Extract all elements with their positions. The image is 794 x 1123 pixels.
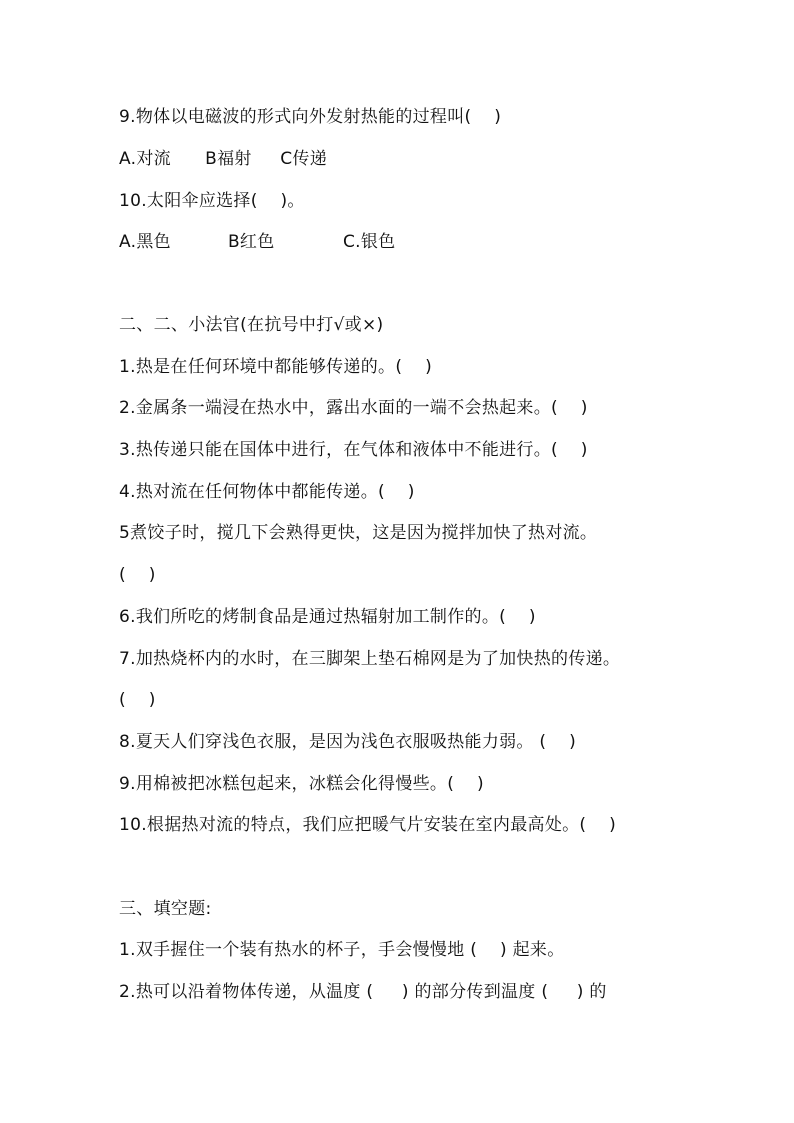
judge-item-1: 1.热是在任何环境中都能够传递的。( )	[119, 357, 432, 377]
fill-item-1: 1.双手握住一个装有热水的杯子，手会慢慢地 ( ) 起来。	[119, 940, 565, 960]
judge-item-6: 6.我们所吃的烤制食品是通过热辐射加工制作的。( )	[119, 607, 536, 627]
judge-item-10: 10.根据热对流的特点，我们应把暖气片安装在室内最高处。( )	[119, 815, 617, 835]
judge-item-7: 7.加热烧杯内的水时，在三脚架上垫石棉网是为了加快热的传递。	[119, 649, 621, 669]
judge-item-9: 9.用棉被把冰糕包起来，冰糕会化得慢些。( )	[119, 774, 484, 794]
fill-item-2: 2.热可以沿着物体传递，从温度 ( ) 的部分传到温度 ( ) 的	[119, 982, 607, 1002]
judge-item-3: 3.热传递只能在国体中进行，在气体和液体中不能进行。( )	[119, 440, 588, 460]
judge-item-2: 2.金属条一端浸在热水中，露出水面的一端不会热起来。( )	[119, 398, 588, 418]
judge-item-5-answer-slot: ( )	[119, 565, 156, 585]
judge-item-8: 8.夏天人们穿浅色衣服，是因为浅色衣服吸热能力弱。 ( )	[119, 732, 577, 752]
judge-item-7-answer-slot: ( )	[119, 690, 156, 710]
question-9: 9.物体以电磁波的形式向外发射热能的过程叫( )	[119, 107, 502, 127]
question-10: 10.太阳伞应选择( )。	[119, 191, 305, 211]
question-9-options: A.对流 B福射 C传递	[119, 149, 328, 169]
section-3-heading: 三、填空题:	[119, 899, 212, 919]
question-10-options: A.黑色 B红色 C.银色	[119, 232, 396, 252]
section-2-heading: 二、二、小法官(在抗号中打√或×)	[119, 315, 384, 335]
judge-item-5: 5煮饺子时，搅几下会熟得更快，这是因为搅拌加快了热对流。	[119, 523, 598, 543]
judge-item-4: 4.热对流在任何物体中都能传递。( )	[119, 482, 415, 502]
